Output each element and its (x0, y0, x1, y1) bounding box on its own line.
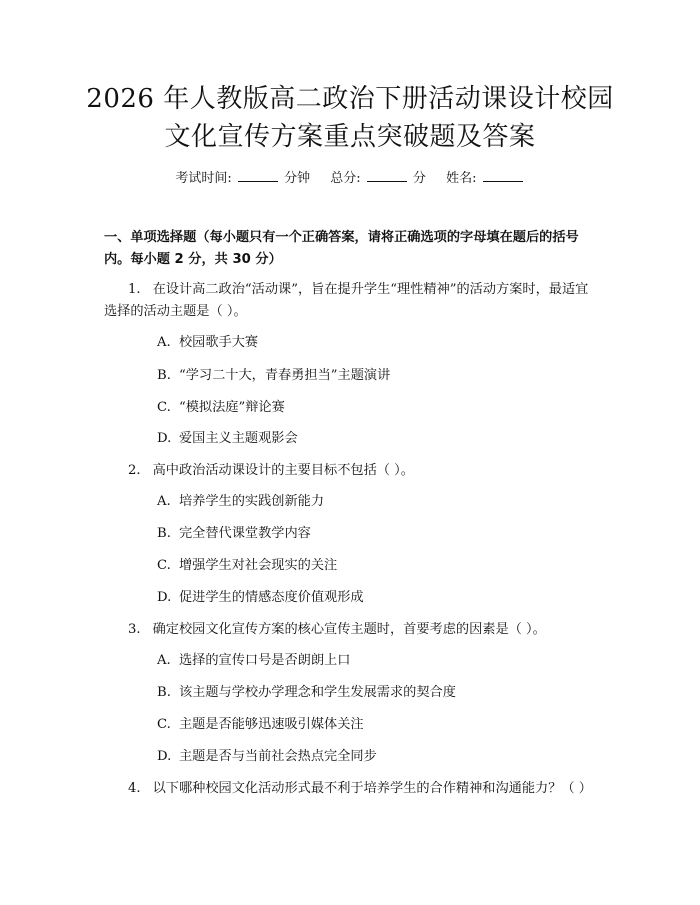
total-score-field (330, 167, 426, 186)
exam-time-label: 考试时间: (175, 171, 232, 186)
option-text: 培养学生的实践创新能力 (179, 494, 325, 509)
question-text: 确定校园文化宣传方案的核心宣传主题时，首要考虑的因素是（ ）。 (152, 622, 546, 637)
question-number: 1. (128, 282, 141, 297)
option-letter: D. (157, 749, 172, 764)
option-text: “学习二十大，青春勇担当”主题演讲 (179, 368, 391, 383)
question-2 (104, 460, 598, 482)
question-text: 高中政治活动课设计的主要目标不包括（ ）。 (152, 463, 414, 478)
option-letter: C. (157, 400, 171, 415)
option-text: “模拟法庭”辩论赛 (179, 400, 285, 415)
option-letter: D. (157, 431, 172, 446)
option-letter: C. (157, 558, 171, 573)
student-name-field (446, 167, 525, 186)
question-1-option-b (157, 366, 597, 386)
question-1-option-d (157, 429, 597, 449)
question-3-option-a (157, 651, 597, 671)
section-heading: 一、单项选择题（每小题只有一个正确答案，请将正确选项的字母填在题后的括号内。每小题 2 分，共 30 分） (104, 230, 579, 267)
page-title-line-1: 2026 年人教版高二政治下册活动课设计校园 (86, 84, 614, 114)
question-2-option-b (157, 524, 597, 544)
question-number: 4. (128, 781, 141, 796)
student-name-blank (483, 169, 523, 182)
option-letter: A. (157, 335, 171, 350)
question-1 (104, 279, 598, 323)
question-2-option-c (157, 556, 597, 576)
question-3-option-d (157, 747, 597, 767)
option-letter: C. (157, 717, 171, 732)
total-score-unit: 分 (412, 171, 426, 186)
exam-time-blank (238, 169, 278, 182)
question-text: 以下哪种校园文化活动形式最不利于培养学生的合作精神和沟通能力？（ ） (152, 781, 592, 796)
option-text: 促进学生的情感态度价值观形成 (179, 590, 364, 605)
option-letter: B. (157, 526, 171, 541)
question-3-option-b (157, 683, 597, 703)
option-text: 完全替代课堂教学内容 (179, 526, 311, 541)
option-text: 增强学生对社会现实的关注 (179, 558, 338, 573)
option-letter: B. (157, 368, 171, 383)
question-number: 3. (128, 622, 141, 637)
option-letter: D. (157, 590, 172, 605)
exam-time-field (175, 167, 310, 186)
question-1-option-a (157, 333, 597, 353)
option-letter: A. (157, 494, 171, 509)
question-text: 在设计高二政治“活动课”，旨在提升学生“理性精神”的活动方案时，最适宜选择的活动主题是（ ）。 (104, 282, 589, 319)
question-3 (104, 619, 598, 641)
option-text: 校园歌手大赛 (179, 335, 259, 350)
total-score-blank (367, 169, 407, 182)
total-score-label: 总分: (330, 171, 361, 186)
question-4 (104, 778, 598, 800)
question-1-option-c (157, 398, 597, 418)
question-number: 2. (128, 463, 141, 478)
option-text: 主题是否能够迅速吸引媒体关注 (179, 717, 364, 732)
question-2-option-a (157, 492, 597, 512)
exam-info-bar (0, 167, 700, 186)
question-3-option-c (157, 715, 597, 735)
option-text: 主题是否与当前社会热点完全同步 (179, 749, 377, 764)
question-2-option-d (157, 588, 597, 608)
option-text: 选择的宣传口号是否朗朗上口 (179, 653, 351, 668)
option-letter: B. (157, 685, 171, 700)
page-title-line-2: 文化宣传方案重点突破题及答案 (164, 122, 536, 152)
exam-time-unit: 分钟 (284, 171, 311, 186)
option-letter: A. (157, 653, 171, 668)
option-text: 该主题与学校办学理念和学生发展需求的契合度 (179, 685, 456, 700)
student-name-label: 姓名: (446, 171, 477, 186)
option-text: 爱国主义主题观影会 (179, 431, 298, 446)
